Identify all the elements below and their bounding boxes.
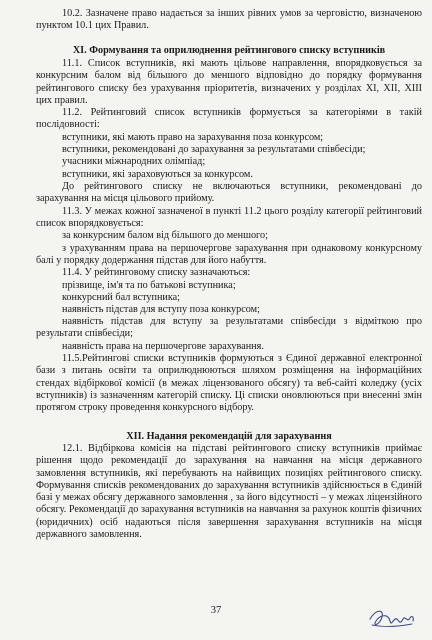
list-item: наявність права на першочергове зарахування. (62, 341, 264, 352)
page-number: 37 (210, 605, 222, 616)
paragraph-11-2-tail: До рейтингового списку не включаються вступники, рекомендовані до зарахування на місця цільового прийому. (36, 181, 422, 205)
handwritten-signature (366, 605, 416, 635)
list-item: вступники, які зараховуються за конкурсом. (62, 169, 253, 180)
paragraph-11-5: 11.5.Рейтингові списки вступників формуються з Єдиної державної електронної бази з питань освіти та оприлюднюються шляхом розміщення на інформаційних стендах відбіркової комісії (в межах ліцензованого обсягу) та веб-сайті коледжу (усіх вступників) із зазначенням категорій списку. Ці списки оновлюються при внесенні змін протягом строку проведення конкурсного відбору. (36, 353, 422, 414)
list-item: наявність підстав для вступу поза конкурсом; (62, 304, 260, 315)
list-item: прізвище, ім'я та по батькові вступника; (62, 280, 236, 291)
list-item: вступники, які мають право на зарахування поза конкурсом; (62, 132, 324, 143)
list-item: конкурсний бал вступника; (62, 292, 181, 303)
paragraph-11-1: 11.1. Список вступників, які мають цільове направлення, впорядковується за конкурсним балом від більшого до меншого відповідно до порядку формування рейтингового списку без урахування пріоритетів, визначених у розділах XI, XII, XIII цих правил. (36, 58, 422, 106)
paragraph-11-4: 11.4. У рейтинговому списку зазначаються: (62, 267, 251, 278)
paragraph-11-3: 11.3. У межах кожної зазначеної в пункті 11.2 цього розділу категорії рейтинговий список впорядковується: (36, 206, 422, 230)
section-xii-heading: XII. Надання рекомендацій для зарахування (126, 431, 332, 442)
list-item: учасники міжнародних олімпіад; (62, 156, 206, 167)
list-item: наявність підстав для вступу за результатами співбесіди з відміткою про результати співбесіди; (36, 316, 422, 340)
list-item: вступники, рекомендовані до зарахування за результатами співбесіди; (62, 144, 366, 155)
section-xi-heading: XI. Формування та оприлюднення рейтингового списку вступників (72, 45, 386, 56)
list-item: з урахуванням права на першочергове зарахування при однаковому конкурсному балі у порядку додержання підстав для його набуття. (36, 243, 422, 267)
paragraph-12-1: 12.1. Відбіркова комісія на підставі рейтингового списку вступників приймає рішення щодо рекомендації до зарахування на навчання на місця державного замовлення вступників, які перебувають на найвищих позиціях рейтингового списку. Формування списків рекомендованих до зарахування вступників здійснюється в Єдиній базі у межах обсягу державного замовлення , за його відсутності – у межах ліцензійного обсягу. Рекомендації до зарахування вступників на навчання за рахунок коштів фізичних (юридичних) осіб надаються після завершення зарахування вступників на місця державного замовлення. (36, 443, 422, 541)
list-item: за конкурсним балом від більшого до меншого; (62, 230, 268, 241)
paragraph-11-2: 11.2. Рейтинговий список вступників формується за категоріями в такій послідовності: (36, 107, 422, 131)
paragraph-10-2: 10.2. Зазначене право надається за інших рівних умов за черговістю, визначеною пунктом 10.1 цих Правил. (36, 8, 422, 32)
